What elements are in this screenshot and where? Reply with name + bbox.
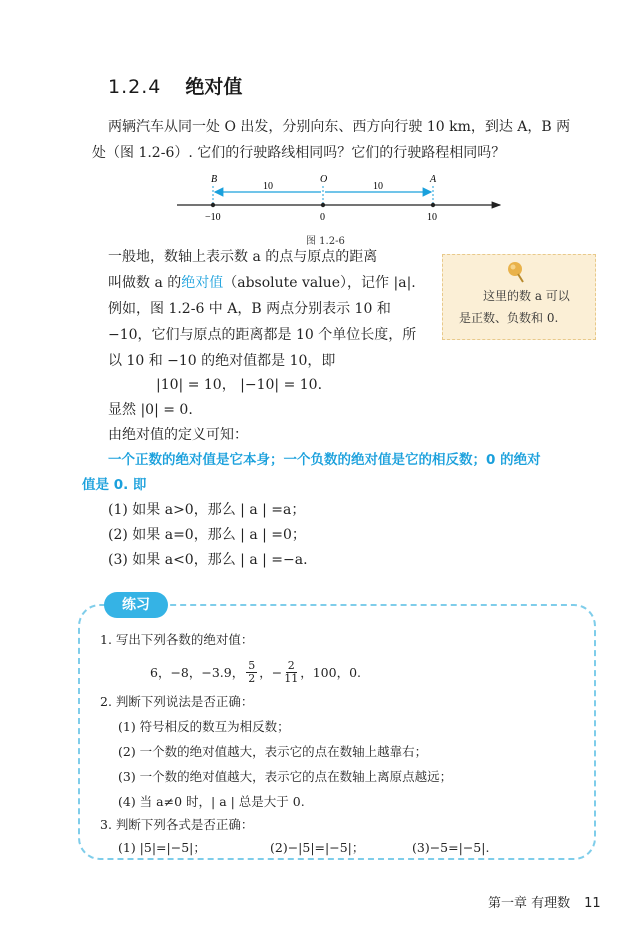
definition-line-1: 一个正数的绝对值是它本身；一个负数的绝对值是它的相反数；0 的绝对 bbox=[108, 452, 541, 468]
intro-paragraph bbox=[92, 114, 608, 166]
exercise-q3-1: (1) |5|=|−5|； bbox=[118, 840, 206, 855]
q1-numbers-mid: ，− bbox=[259, 664, 283, 680]
section-heading bbox=[108, 72, 242, 99]
page-footer bbox=[488, 892, 601, 911]
body-line-1: 一般地，数轴上表示数 a 的点与原点的距离 bbox=[108, 249, 378, 265]
definition-line-2-text: 值是 0. 即 bbox=[82, 477, 147, 493]
body-line-7: 由绝对值的定义可知： bbox=[108, 427, 248, 443]
fraction-2-11-numerator: 2 bbox=[287, 659, 295, 672]
point-b bbox=[211, 203, 215, 207]
exercise-q3-2: (2)−|5|=|−5|； bbox=[270, 840, 365, 855]
body-line-2c: （absolute value），记作 |a|. bbox=[223, 275, 416, 291]
point-o bbox=[321, 203, 325, 207]
exercise-tag: 练习 bbox=[104, 592, 168, 618]
segment-label-right: 10 bbox=[373, 181, 383, 192]
definition-line-2 bbox=[82, 472, 146, 498]
body-line-4: −10，它们与原点的距离都是 10 个单位长度，所 bbox=[108, 327, 417, 343]
intro-line-2: 处（图 1.2-6）. 它们的行驶路线相同吗？它们的行驶路程相同吗？ bbox=[92, 145, 506, 161]
section-number: 1.2.4 bbox=[108, 76, 162, 98]
section-title: 绝对值 bbox=[185, 76, 243, 98]
exercise-q3: 3. 判断下列各式是否正确： bbox=[100, 817, 254, 832]
label-b: B bbox=[211, 174, 218, 185]
chapter-label: 第一章 有理数 bbox=[488, 896, 571, 911]
body-line-3: 例如，图 1.2-6 中 A，B 两点分别表示 10 和 bbox=[108, 301, 391, 317]
exercise-q2-1: (1) 符号相反的数互为相反数； bbox=[118, 719, 290, 734]
fraction-5-2-numerator: 5 bbox=[248, 659, 256, 672]
side-note-line-1: 这里的数 a 可以 bbox=[483, 289, 570, 303]
exercise-q2-4: (4) 当 a≠0 时，| a | 总是大于 0. bbox=[118, 794, 305, 809]
case-3: (3) 如果 a<0，那么 | a | =−a. bbox=[108, 552, 308, 568]
tick-label-10: 10 bbox=[427, 212, 437, 223]
body-line-5: 以 10 和 −10 的绝对值都是 10，即 bbox=[108, 353, 336, 369]
exercise-q2-2: (2) 一个数的绝对值越大，表示它的点在数轴上越靠右； bbox=[118, 744, 428, 759]
exercise-q1-numbers bbox=[150, 660, 361, 685]
page-number: 11 bbox=[584, 896, 601, 911]
fraction-2-11 bbox=[284, 660, 298, 685]
exercise-q1: 1. 写出下列各数的绝对值： bbox=[100, 632, 254, 647]
fraction-5-2 bbox=[246, 660, 257, 685]
label-a: A bbox=[430, 174, 437, 185]
body-line-6: 显然 |0| = 0. bbox=[108, 402, 193, 418]
figure-caption: 图 1.2-6 bbox=[306, 236, 345, 247]
exercise-q2-3: (3) 一个数的绝对值越大，表示它的点在数轴上离原点越远； bbox=[118, 769, 453, 784]
body-line-2a: 叫做数 a 的 bbox=[108, 275, 182, 291]
intro-line-1: 两辆汽车从同一处 O 出发，分别向东、西方向行驶 10 km，到达 A，B 两 bbox=[108, 119, 571, 135]
case-1: (1) 如果 a>0，那么 | a | =a； bbox=[108, 502, 306, 518]
fraction-2-11-denominator: 11 bbox=[284, 672, 299, 685]
segment-label-left: 10 bbox=[263, 181, 273, 192]
term-absolute-value: 绝对值 bbox=[181, 275, 224, 291]
body-line-2 bbox=[108, 270, 428, 296]
definition-paragraph bbox=[108, 244, 428, 374]
fraction-5-2-denominator: 2 bbox=[248, 672, 256, 685]
pushpin-icon bbox=[505, 260, 527, 284]
case-2: (2) 如果 a=0，那么 | a | =0； bbox=[108, 527, 306, 543]
point-a bbox=[431, 203, 435, 207]
tick-label-0: 0 bbox=[320, 212, 325, 223]
exercise-q3-3: (3)−5=|−5|. bbox=[412, 840, 490, 855]
q1-numbers-post: ，100，0. bbox=[300, 664, 362, 680]
formula-line: |10| = 10， |−10| = 10. bbox=[156, 377, 323, 393]
q1-numbers-pre: 6，−8，−3.9， bbox=[150, 664, 245, 680]
tick-label-neg10: −10 bbox=[205, 212, 221, 223]
label-o: O bbox=[320, 174, 328, 185]
exercise-q2: 2. 判断下列说法是否正确： bbox=[100, 694, 254, 709]
side-note-line-2: 是正数、负数和 0. bbox=[459, 311, 559, 325]
